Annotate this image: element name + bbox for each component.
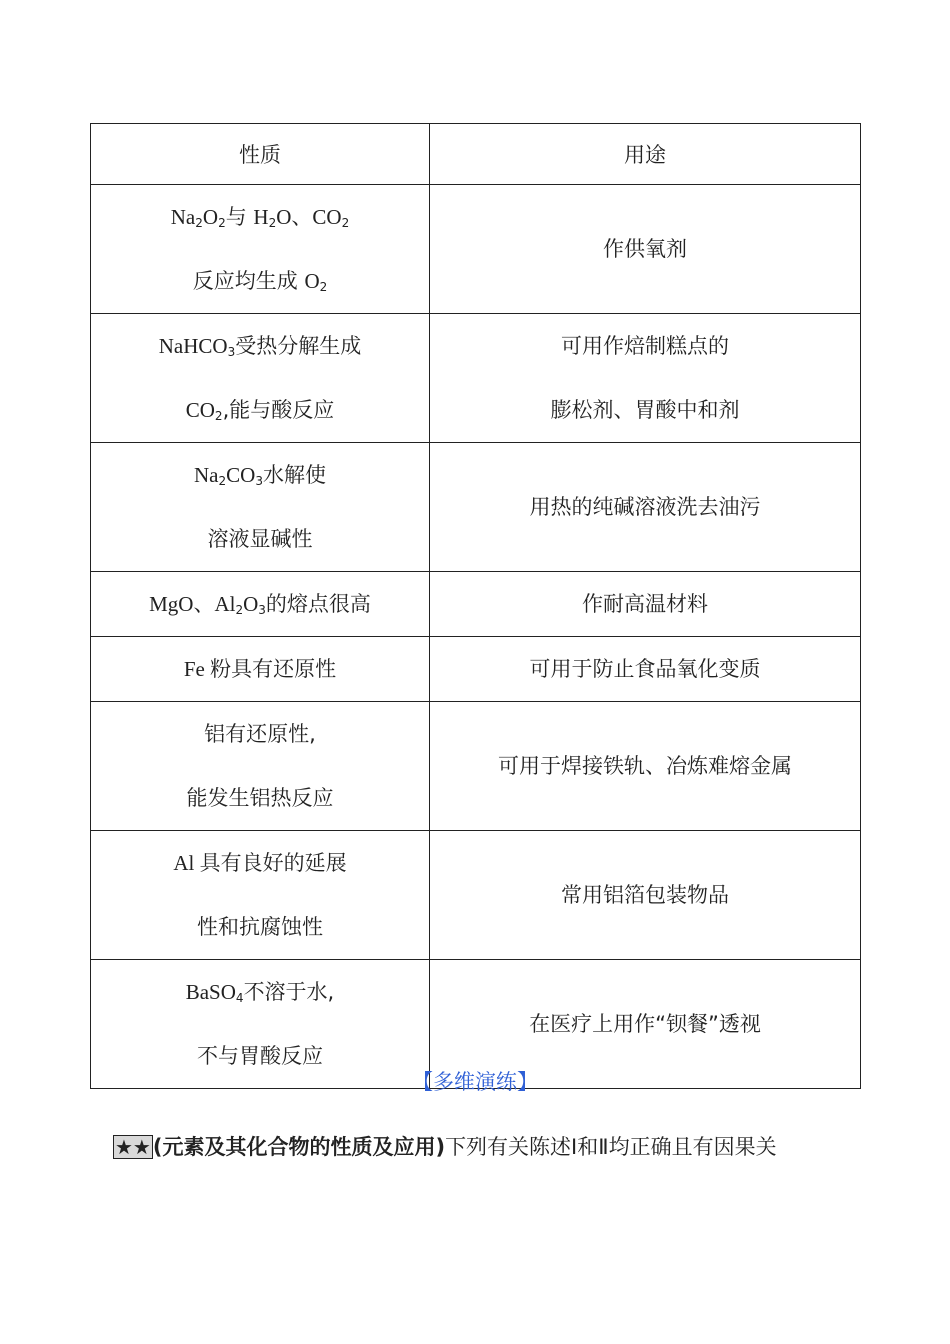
property-line: $CO_2$,能与酸反应: [185, 398, 335, 423]
use-cell: [430, 702, 861, 831]
use-cell: [430, 314, 861, 443]
property-line: 性和抗腐蚀性: [197, 915, 323, 939]
question-stem: [113, 1131, 777, 1161]
question-text: 下列有关陈述Ⅰ和Ⅱ均正确且有因果关: [445, 1135, 777, 1159]
use-line: 常用铝箔包装物品: [561, 883, 729, 907]
table-row: [91, 831, 861, 960]
table-row: [91, 702, 861, 831]
use-line: 可用于防止食品氧化变质: [529, 657, 761, 681]
use-line: 可用作焙制糕点的: [561, 334, 729, 358]
table-header-row: [91, 124, 861, 185]
property-line: 反应均生成 $O_2$: [192, 269, 328, 294]
property-line: NaHCO$_3$受热分解生成: [158, 334, 362, 359]
property-line: Fe 粉具有还原性: [183, 657, 337, 681]
property-line: 溶液显碱性: [207, 527, 313, 551]
table-row: [91, 637, 861, 702]
use-cell: [430, 185, 861, 314]
property-cell: [91, 185, 430, 314]
property-cell: [91, 637, 430, 702]
property-cell: [91, 702, 430, 831]
table-row: [91, 572, 861, 637]
use-line: 膨松剂、胃酸中和剂: [550, 398, 740, 422]
property-cell: [91, 314, 430, 443]
use-cell: [430, 572, 861, 637]
use-line: 可用于焊接铁轨、冶炼难熔金属: [498, 754, 792, 778]
property-line: 能发生铝热反应: [186, 786, 334, 810]
use-cell: [430, 637, 861, 702]
property-line: Al 具有良好的延展: [173, 851, 347, 875]
use-line: 作耐高温材料: [582, 592, 708, 616]
section-title: 【多维演练】: [412, 1070, 538, 1094]
use-cell: [430, 443, 861, 572]
table-row: [91, 185, 861, 314]
use-line: 在医疗上用作“钡餐”透视: [529, 1012, 761, 1036]
property-cell: [91, 831, 430, 960]
use-cell: [430, 831, 861, 960]
property-cell: [91, 443, 430, 572]
property-line: 不与胃酸反应: [197, 1044, 323, 1068]
property-line: 铝有还原性,: [204, 722, 316, 746]
use-line: 作供氧剂: [603, 237, 687, 261]
header-property: 性质: [91, 124, 430, 185]
header-use: 用途: [430, 124, 861, 185]
table-row: [91, 443, 861, 572]
property-line: $Na_2O_2$与 $H_2O$、$CO_2$: [170, 205, 350, 230]
use-line: 用热的纯碱溶液洗去油污: [529, 495, 761, 519]
property-line: $Na_2CO_3$水解使: [194, 463, 326, 488]
question-category: (元素及其化合物的性质及应用): [152, 1135, 446, 1159]
property-line: MgO、$Al_2O_3$的熔点很高: [149, 592, 371, 617]
property-cell: [91, 572, 430, 637]
property-line: BaSO$_4$不溶于水,: [185, 980, 335, 1005]
difficulty-stars: ★★: [115, 1135, 151, 1159]
table-row: [91, 314, 861, 443]
property-use-table: [90, 123, 861, 1089]
